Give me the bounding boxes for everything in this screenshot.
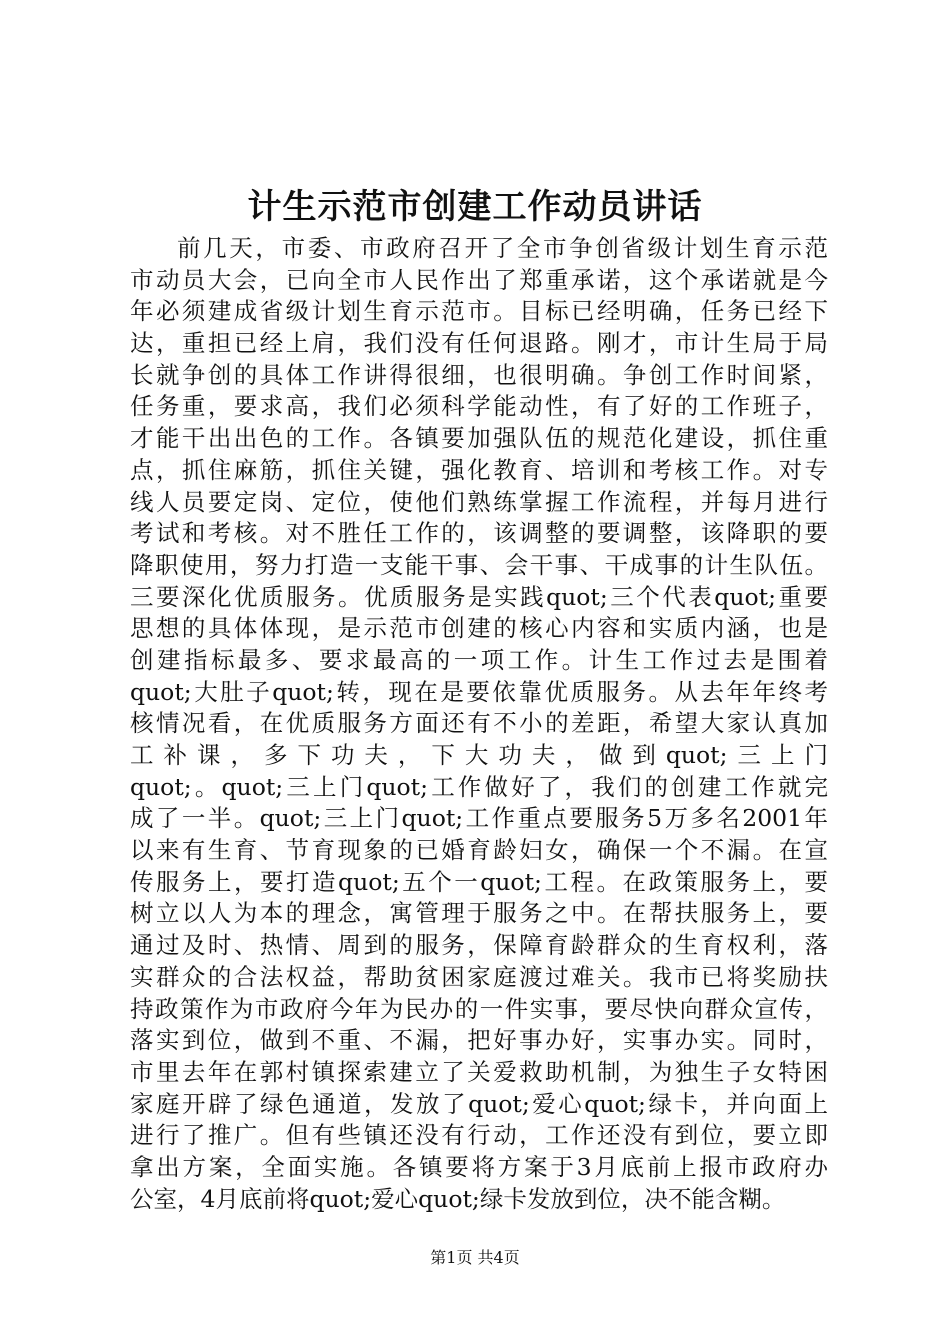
body-line: 进行了推广。但有些镇还没有行动，工作还没有到位，要立即 (130, 1121, 828, 1150)
body-line: 点，抓住麻筋，抓住关键，强化教育、培训和考核工作。对专 (130, 455, 828, 484)
body-line: 落实到位，做到不重、不漏，把好事办好，实事办实。同时， (130, 1026, 828, 1055)
body-line: 树立以人为本的理念，寓管理于服务之中。在帮扶服务上，要 (130, 899, 828, 928)
body-line: 家庭开辟了绿色通道，发放了quot;爱心quot;绿卡，并向面上 (130, 1089, 828, 1118)
body-line: 工补课，多下功夫，下大功夫，做到quot;三上门 (130, 741, 828, 769)
body-line: 公室，4月底前将quot;爱心quot;绿卡发放到位，决不能含糊。 (130, 1184, 786, 1213)
body-line: 市动员大会，已向全市人民作出了郑重承诺，这个承诺就是今 (130, 265, 828, 294)
body-line: quot;大肚子quot;转，现在是要依靠优质服务。从去年年终考 (130, 677, 828, 706)
body-line: 长就争创的具体工作讲得很细，也很明确。争创工作时间紧， (130, 360, 828, 389)
body-line: 任务重，要求高，我们必须科学能动性，有了好的工作班子， (130, 392, 828, 421)
body-line: 前几天，市委、市政府召开了全市争创省级计划生育示范 (177, 234, 828, 262)
document-body (130, 233, 828, 1215)
body-line: quot;。quot;三上门quot;工作做好了，我们的创建工作就完 (130, 772, 828, 801)
document-title: 计生示范市创建工作动员讲话 (247, 187, 703, 227)
body-line: 成了一半。quot;三上门quot;工作重点要服务5万多名2001年 (130, 804, 828, 833)
body-line: 降职使用，努力打造一支能干事、会干事、干成事的计生队伍。 (130, 550, 828, 579)
body-line: 持政策作为市政府今年为民办的一件实事，要尽快向群众宣传， (130, 994, 828, 1023)
body-line: 实群众的合法权益，帮助贫困家庭渡过难关。我市已将奖励扶 (130, 962, 828, 991)
body-line: 拿出方案，全面实施。各镇要将方案于3月底前上报市政府办 (130, 1152, 828, 1181)
body-line: 核情况看，在优质服务方面还有不小的差距，希望大家认真加 (130, 709, 828, 738)
body-line: 市里去年在郭村镇探索建立了关爱救助机制，为独生子女特困 (130, 1057, 828, 1086)
body-line: 线人员要定岗、定位，使他们熟练掌握工作流程，并每月进行 (130, 487, 828, 516)
body-line: 才能干出出色的工作。各镇要加强队伍的规范化建设，抓住重 (130, 424, 828, 453)
body-line: 通过及时、热情、周到的服务，保障育龄群众的生育权利，落 (130, 931, 828, 960)
body-line: 三要深化优质服务。优质服务是实践quot;三个代表quot;重要 (130, 582, 828, 611)
page-number-footer: 第1页 共4页 (430, 1248, 520, 1267)
body-line: 创建指标最多、要求最高的一项工作。计生工作过去是围着 (130, 645, 828, 674)
body-line: 传服务上，要打造quot;五个一quot;工程。在政策服务上，要 (130, 867, 828, 896)
body-line: 考试和考核。对不胜任工作的，该调整的要调整，该降职的要 (130, 519, 828, 548)
body-line: 思想的具体体现，是示范市创建的核心内容和实质内涵，也是 (130, 614, 828, 643)
body-line: 达，重担已经上肩，我们没有任何退路。刚才，市计生局于局 (130, 329, 828, 358)
body-line: 以来有生育、节育现象的已婚育龄妇女，确保一个不漏。在宣 (130, 836, 828, 865)
body-line: 年必须建成省级计划生育示范市。目标已经明确，任务已经下 (130, 297, 828, 326)
